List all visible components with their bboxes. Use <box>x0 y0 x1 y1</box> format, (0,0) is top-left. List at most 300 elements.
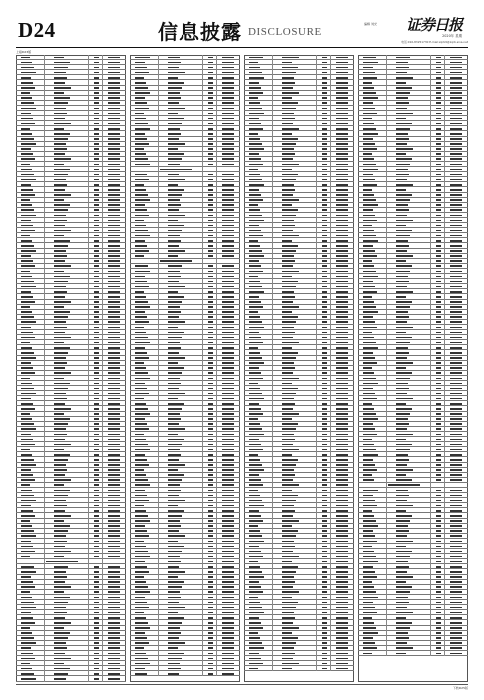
row-text-placeholder <box>222 602 234 604</box>
row-text-placeholder <box>108 434 120 436</box>
row-text-placeholder <box>322 57 327 59</box>
row-text-placeholder <box>168 423 179 425</box>
row-text-placeholder <box>208 189 213 191</box>
row-text-placeholder <box>94 169 99 171</box>
row-text-placeholder <box>396 169 408 171</box>
row-text-placeholder <box>108 617 120 619</box>
row-text-placeholder <box>249 398 264 400</box>
row-text-placeholder <box>222 240 234 242</box>
row-text-placeholder <box>135 245 147 247</box>
row-text-placeholder <box>336 597 348 599</box>
row-text-placeholder <box>282 525 292 527</box>
row-text-placeholder <box>208 647 213 649</box>
row-text-placeholder <box>363 637 373 639</box>
row-text-placeholder <box>396 642 407 644</box>
row-text-placeholder <box>21 413 30 415</box>
row-text-placeholder <box>94 306 99 308</box>
row-text-placeholder <box>396 449 410 451</box>
row-text-placeholder <box>322 367 327 369</box>
row-text-placeholder <box>21 128 30 130</box>
row-text-placeholder <box>94 653 99 655</box>
column-divider <box>88 55 89 682</box>
row-text-placeholder <box>108 627 120 629</box>
row-text-placeholder <box>94 586 99 588</box>
row-text-placeholder <box>94 612 99 614</box>
row-text-placeholder <box>249 413 263 415</box>
row-text-placeholder <box>135 67 147 69</box>
row-text-placeholder <box>54 204 70 206</box>
row-text-placeholder <box>208 337 213 339</box>
row-text-placeholder <box>336 92 348 94</box>
row-text-placeholder <box>450 179 462 181</box>
row-text-placeholder <box>168 245 179 247</box>
row-text-placeholder <box>208 174 213 176</box>
row-text-placeholder <box>222 347 234 349</box>
row-text-placeholder <box>21 113 31 115</box>
row-text-placeholder <box>222 342 234 344</box>
row-text-placeholder <box>222 143 234 145</box>
row-text-placeholder <box>336 265 348 267</box>
row-text-placeholder <box>436 495 441 497</box>
row-text-placeholder <box>54 97 70 99</box>
row-text-placeholder <box>436 138 441 140</box>
row-text-placeholder <box>208 102 213 104</box>
row-text-placeholder <box>450 642 462 644</box>
row-text-placeholder <box>21 306 30 308</box>
row-text-placeholder <box>108 113 120 115</box>
row-text-placeholder <box>363 535 375 537</box>
row-text-placeholder <box>249 179 262 181</box>
row-text-placeholder <box>363 586 374 588</box>
row-text-placeholder <box>249 408 261 410</box>
row-text-placeholder <box>322 97 327 99</box>
row-text-placeholder <box>363 327 377 329</box>
row-text-placeholder <box>249 77 264 79</box>
row-text-placeholder <box>208 566 213 568</box>
row-text-placeholder <box>450 352 462 354</box>
row-text-placeholder <box>336 566 348 568</box>
row-text-placeholder <box>108 179 120 181</box>
row-text-placeholder <box>396 556 410 558</box>
row-text-placeholder <box>282 535 296 537</box>
row-text-placeholder <box>54 133 70 135</box>
row-text-placeholder <box>108 490 120 492</box>
row-text-placeholder <box>208 250 213 252</box>
row-text-placeholder <box>168 286 185 288</box>
row-text-placeholder <box>108 602 120 604</box>
row-text-placeholder <box>135 347 145 349</box>
row-text-placeholder <box>336 403 348 405</box>
row-text-placeholder <box>21 337 35 339</box>
row-text-placeholder <box>450 342 462 344</box>
row-text-placeholder <box>54 586 71 588</box>
row-text-placeholder <box>108 428 120 430</box>
row-text-placeholder <box>322 637 327 639</box>
row-text-placeholder <box>135 357 149 359</box>
row-text-placeholder <box>336 174 348 176</box>
row-text-placeholder <box>222 591 234 593</box>
row-text-placeholder <box>336 276 348 278</box>
row-text-placeholder <box>322 342 327 344</box>
row-text-placeholder <box>94 133 99 135</box>
row-text-placeholder <box>135 321 149 323</box>
row-text-placeholder <box>249 423 260 425</box>
row-text-placeholder <box>396 423 409 425</box>
row-text-placeholder <box>54 179 66 181</box>
row-text-placeholder <box>222 403 234 405</box>
row-text-placeholder <box>21 627 30 629</box>
column-divider <box>202 55 203 676</box>
row-text-placeholder <box>135 469 144 471</box>
row-text-placeholder <box>450 612 462 614</box>
row-text-placeholder <box>363 153 372 155</box>
row-text-placeholder <box>94 291 99 293</box>
row-text-placeholder <box>208 530 213 532</box>
table-rows <box>358 55 468 656</box>
row-text-placeholder <box>249 546 259 548</box>
row-text-placeholder <box>135 474 146 476</box>
row-text-placeholder <box>450 449 462 451</box>
row-text-placeholder <box>336 311 348 313</box>
row-text-placeholder <box>336 123 348 125</box>
row-text-placeholder <box>396 479 412 481</box>
row-text-placeholder <box>208 464 213 466</box>
row-text-placeholder <box>54 418 70 420</box>
row-text-placeholder <box>436 525 441 527</box>
row-text-placeholder <box>168 301 182 303</box>
row-text-placeholder <box>363 67 373 69</box>
row-text-placeholder <box>54 215 66 217</box>
row-text-placeholder <box>282 393 296 395</box>
row-text-placeholder <box>222 321 234 323</box>
row-text-placeholder <box>208 204 213 206</box>
row-text-placeholder <box>135 663 150 665</box>
row-text-placeholder <box>208 663 213 665</box>
row-text-placeholder <box>135 128 150 130</box>
row-text-placeholder <box>322 566 327 568</box>
row-text-placeholder <box>94 296 99 298</box>
row-text-placeholder <box>322 102 327 104</box>
row-text-placeholder <box>249 62 258 64</box>
row-text-placeholder <box>436 535 441 537</box>
row-text-placeholder <box>450 464 462 466</box>
row-text-placeholder <box>208 479 213 481</box>
row-text-placeholder <box>282 235 299 237</box>
row-text-placeholder <box>168 367 184 369</box>
row-text-placeholder <box>396 57 410 59</box>
row-text-placeholder <box>336 184 348 186</box>
row-text-placeholder <box>363 515 374 517</box>
row-text-placeholder <box>436 367 441 369</box>
row-text-placeholder <box>450 459 462 461</box>
row-text-placeholder <box>135 311 145 313</box>
row-text-placeholder <box>108 128 120 130</box>
row-text-placeholder <box>108 143 120 145</box>
row-text-placeholder <box>94 143 99 145</box>
row-text-placeholder <box>450 413 462 415</box>
row-text-placeholder <box>21 164 30 166</box>
row-text-placeholder <box>21 352 34 354</box>
row-text-placeholder <box>322 378 327 380</box>
row-text-placeholder <box>336 220 348 222</box>
row-text-placeholder <box>135 561 145 563</box>
row-text-placeholder <box>363 449 376 451</box>
row-text-placeholder <box>108 551 120 553</box>
row-text-placeholder <box>168 67 179 69</box>
row-text-placeholder <box>222 118 234 120</box>
row-text-placeholder <box>436 291 441 293</box>
row-text-placeholder <box>322 87 327 89</box>
row-text-placeholder <box>222 428 234 430</box>
row-text-placeholder <box>208 194 213 196</box>
row-text-placeholder <box>249 357 262 359</box>
row-text-placeholder <box>222 423 234 425</box>
row-text-placeholder <box>168 311 181 313</box>
row-text-placeholder <box>363 296 372 298</box>
row-text-placeholder <box>222 525 234 527</box>
row-text-placeholder <box>222 653 234 655</box>
row-text-placeholder <box>168 535 185 537</box>
row-text-placeholder <box>436 637 441 639</box>
row-text-placeholder <box>322 72 327 74</box>
row-text-placeholder <box>249 306 263 308</box>
row-text-placeholder <box>336 607 348 609</box>
row-text-placeholder <box>168 255 178 257</box>
row-text-placeholder <box>396 581 406 583</box>
row-text-placeholder <box>322 77 327 79</box>
row-text-placeholder <box>322 347 327 349</box>
row-text-placeholder <box>436 520 441 522</box>
row-text-placeholder <box>135 97 145 99</box>
row-text-placeholder <box>54 546 65 548</box>
row-text-placeholder <box>450 138 462 140</box>
row-text-placeholder <box>94 367 99 369</box>
row-text-placeholder <box>168 102 179 104</box>
row-text-placeholder <box>282 215 296 217</box>
row-text-placeholder <box>168 332 184 334</box>
row-text-placeholder <box>249 388 260 390</box>
row-text-placeholder <box>168 337 182 339</box>
row-text-placeholder <box>450 556 462 558</box>
row-text-placeholder <box>222 194 234 196</box>
row-text-placeholder <box>336 301 348 303</box>
row-text-placeholder <box>21 454 32 456</box>
row-text-placeholder <box>21 245 34 247</box>
row-text-placeholder <box>363 92 376 94</box>
row-text-placeholder <box>396 77 413 79</box>
row-text-placeholder <box>208 418 213 420</box>
row-text-placeholder <box>336 321 348 323</box>
row-text-placeholder <box>282 327 294 329</box>
row-text-placeholder <box>108 510 120 512</box>
row-text-placeholder <box>54 87 71 89</box>
row-text-placeholder <box>322 541 327 543</box>
row-text-placeholder <box>168 199 180 201</box>
row-text-placeholder <box>135 281 147 283</box>
row-text-placeholder <box>222 367 234 369</box>
row-text-placeholder <box>168 495 179 497</box>
row-text-placeholder <box>436 332 441 334</box>
row-text-placeholder <box>322 306 327 308</box>
row-text-placeholder <box>135 617 146 619</box>
row-text-placeholder <box>54 423 68 425</box>
row-text-placeholder <box>208 378 213 380</box>
row-text-placeholder <box>436 102 441 104</box>
row-text-placeholder <box>168 663 180 665</box>
row-text-placeholder <box>249 586 261 588</box>
row-text-placeholder <box>21 459 34 461</box>
row-text-placeholder <box>135 189 146 191</box>
row-text-placeholder <box>396 495 409 497</box>
row-text-placeholder <box>436 642 441 644</box>
row-text-placeholder <box>222 515 234 517</box>
row-text-placeholder <box>208 82 213 84</box>
row-text-placeholder <box>336 602 348 604</box>
row-text-placeholder <box>436 342 441 344</box>
row-text-placeholder <box>363 479 374 481</box>
row-text-placeholder <box>21 642 36 644</box>
row-text-placeholder <box>135 362 144 364</box>
row-text-placeholder <box>363 495 373 497</box>
row-text-placeholder <box>135 439 146 441</box>
row-text-placeholder <box>54 311 70 313</box>
row-text-placeholder <box>450 393 462 395</box>
row-text-placeholder <box>94 255 99 257</box>
column-divider <box>316 55 317 671</box>
row-text-placeholder <box>363 490 378 492</box>
row-text-placeholder <box>322 352 327 354</box>
row-text-placeholder <box>363 255 377 257</box>
row-text-placeholder <box>322 627 327 629</box>
row-text-placeholder <box>208 240 213 242</box>
column-divider <box>386 55 387 656</box>
row-text-placeholder <box>54 367 65 369</box>
row-text-placeholder <box>21 148 31 150</box>
row-text-placeholder <box>21 444 35 446</box>
row-text-placeholder <box>21 265 35 267</box>
row-text-placeholder <box>249 245 260 247</box>
row-text-placeholder <box>282 199 299 201</box>
row-text-placeholder <box>282 434 294 436</box>
row-text-placeholder <box>168 556 180 558</box>
row-text-placeholder <box>336 474 348 476</box>
row-text-placeholder <box>282 240 292 242</box>
row-text-placeholder <box>436 352 441 354</box>
row-text-placeholder <box>108 535 120 537</box>
row-text-placeholder <box>363 393 375 395</box>
row-text-placeholder <box>108 286 120 288</box>
row-text-placeholder <box>396 225 406 227</box>
row-text-placeholder <box>396 235 410 237</box>
row-text-placeholder <box>222 551 234 553</box>
row-text-placeholder <box>450 372 462 374</box>
row-text-placeholder <box>450 133 462 135</box>
row-text-placeholder <box>208 525 213 527</box>
row-text-placeholder <box>168 673 179 675</box>
row-text-placeholder <box>396 255 413 257</box>
row-text-placeholder <box>94 67 99 69</box>
row-text-placeholder <box>135 118 146 120</box>
row-text-placeholder <box>222 133 234 135</box>
row-text-placeholder <box>108 332 120 334</box>
row-text-placeholder <box>336 158 348 160</box>
row-text-placeholder <box>249 469 264 471</box>
row-text-placeholder <box>21 617 33 619</box>
row-text-placeholder <box>208 230 213 232</box>
row-text-placeholder <box>336 306 348 308</box>
row-text-placeholder <box>450 225 462 227</box>
row-text-placeholder <box>168 647 178 649</box>
row-text-placeholder <box>249 658 261 660</box>
row-text-placeholder <box>322 612 327 614</box>
column-divider <box>444 55 445 656</box>
row-text-placeholder <box>21 393 36 395</box>
row-text-placeholder <box>396 571 407 573</box>
row-text-placeholder <box>282 576 294 578</box>
row-text-placeholder <box>363 551 374 553</box>
row-text-placeholder <box>222 469 234 471</box>
row-text-placeholder <box>436 561 441 563</box>
row-text-placeholder <box>21 230 35 232</box>
row-text-placeholder <box>396 372 412 374</box>
row-text-placeholder <box>249 383 258 385</box>
row-text-placeholder <box>208 367 213 369</box>
row-text-placeholder <box>450 209 462 211</box>
row-text-placeholder <box>436 67 441 69</box>
row-text-placeholder <box>135 556 150 558</box>
row-text-placeholder <box>222 174 234 176</box>
row-text-placeholder <box>249 286 262 288</box>
row-text-placeholder <box>436 169 441 171</box>
row-text-placeholder <box>222 439 234 441</box>
row-text-placeholder <box>396 474 406 476</box>
row-text-placeholder <box>94 505 99 507</box>
row-text-placeholder <box>436 393 441 395</box>
row-text-placeholder <box>21 235 30 237</box>
row-text-placeholder <box>222 245 234 247</box>
row-text-placeholder <box>282 530 298 532</box>
row-text-placeholder <box>208 352 213 354</box>
row-text-placeholder <box>450 388 462 390</box>
row-text-placeholder <box>168 530 179 532</box>
row-text-placeholder <box>322 469 327 471</box>
row-text-placeholder <box>135 632 145 634</box>
row-text-placeholder <box>135 133 145 135</box>
row-text-placeholder <box>436 225 441 227</box>
row-text-placeholder <box>21 576 31 578</box>
section-title: 信息披露 <box>158 20 242 44</box>
row-text-placeholder <box>322 199 327 201</box>
row-text-placeholder <box>363 500 375 502</box>
row-text-placeholder <box>108 530 120 532</box>
row-text-placeholder <box>363 286 375 288</box>
row-text-placeholder <box>135 413 150 415</box>
row-text-placeholder <box>436 184 441 186</box>
row-text-placeholder <box>54 464 66 466</box>
row-text-placeholder <box>135 510 146 512</box>
row-text-placeholder <box>282 306 299 308</box>
row-text-placeholder <box>396 378 410 380</box>
row-text-placeholder <box>168 546 184 548</box>
row-text-placeholder <box>21 530 34 532</box>
row-text-placeholder <box>94 551 99 553</box>
row-text-placeholder <box>336 347 348 349</box>
row-text-placeholder <box>135 291 144 293</box>
row-text-placeholder <box>396 189 406 191</box>
row-text-placeholder <box>108 525 120 527</box>
row-text-placeholder <box>282 179 296 181</box>
row-text-placeholder <box>94 668 99 670</box>
